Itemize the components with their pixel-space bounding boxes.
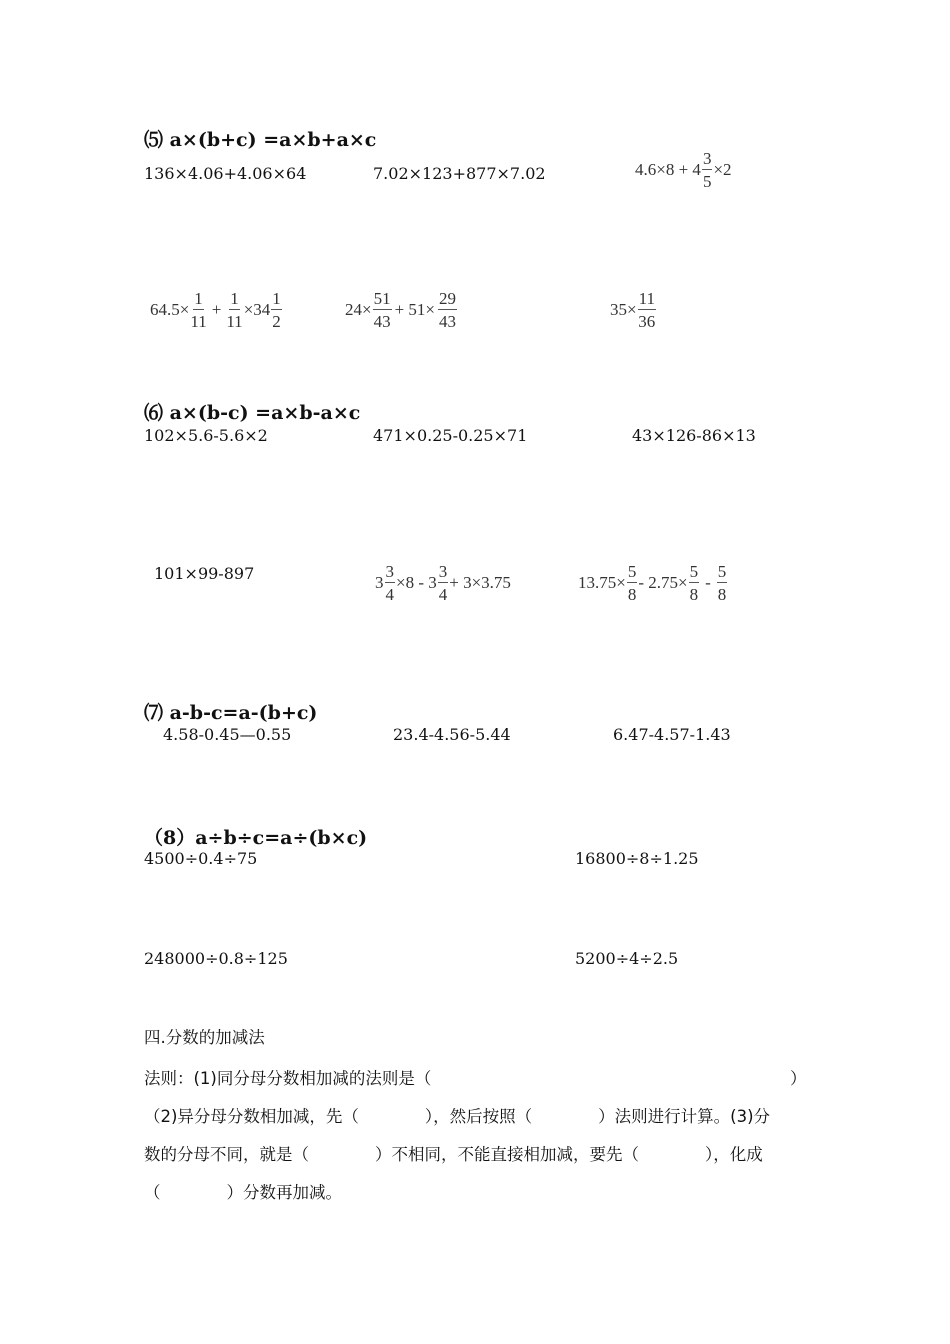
fraction [373, 290, 392, 330]
section-5-title: ⑸ a×(b+c) =a×b+a×c [144, 129, 377, 151]
section-8-title: （8）a÷b÷c=a÷(b×c) [144, 827, 368, 849]
problem-5-5 [345, 290, 458, 330]
problem-7-2: 23.4-4.56-5.44 [393, 725, 511, 744]
problem-5-3 [635, 150, 732, 190]
problem-7-3: 6.47-4.57-1.43 [613, 725, 731, 744]
denominator: 11 [226, 312, 243, 331]
fraction [385, 563, 396, 603]
fraction [638, 290, 656, 330]
expr-text: 35× [610, 300, 637, 319]
expr-text: 64.5× [150, 300, 190, 319]
numerator: 3 [702, 149, 712, 168]
denominator: 43 [373, 312, 391, 331]
expr-text: ×8 - 3 [396, 573, 437, 592]
problem-6-2: 471×0.25-0.25×71 [373, 426, 528, 445]
expr-text: ×34 [243, 300, 271, 319]
numerator: 1 [230, 289, 239, 308]
problem-8-1: 4500÷0.4÷75 [144, 849, 258, 868]
denominator: 43 [439, 312, 457, 331]
rule-line-1: 法则：(1)同分母分数相加减的法则是（ [144, 1069, 432, 1088]
numerator: 51 [373, 289, 391, 308]
numerator: 3 [385, 562, 394, 581]
denominator: 4 [438, 585, 448, 604]
problem-5-4 [150, 290, 283, 330]
expr-text: 13.75× [578, 573, 626, 592]
problem-6-3: 43×126-86×13 [632, 426, 756, 445]
numerator: 1 [272, 289, 281, 308]
numerator: 1 [194, 289, 203, 308]
problem-6-4: 101×99-897 [154, 564, 255, 583]
fraction [717, 563, 728, 603]
denominator: 36 [638, 312, 656, 331]
problem-6-6 [578, 563, 728, 603]
expr-text: + 3×3.75 [449, 573, 511, 592]
numerator: 5 [689, 562, 699, 581]
section-6-title: ⑹ a×(b-c) =a×b-a×c [144, 402, 361, 424]
problem-5-1: 136×4.06+4.06×64 [144, 164, 307, 183]
fraction [702, 150, 713, 190]
rule-line-1-end: ） [790, 1069, 807, 1088]
rule-line-2: （2)异分母分数相加减，先（ ），然后按照（ ）法则进行计算。(3)分 [144, 1107, 771, 1126]
expr-text: - [705, 573, 711, 592]
section-7-title: ⑺ a-b-c=a-(b+c) [144, 702, 318, 724]
fraction [689, 563, 700, 603]
numerator: 5 [717, 562, 727, 581]
denominator: 8 [689, 585, 699, 604]
expr-text: ×8 + 4 [656, 160, 701, 179]
section-4-heading: 四.分数的加减法 [144, 1028, 265, 1047]
problem-7-1: 4.58-0.45—0.55 [163, 725, 292, 744]
rule-line-4: （ ）分数再加减。 [144, 1183, 342, 1202]
denominator: 11 [190, 312, 207, 331]
problem-5-6 [610, 290, 657, 330]
denominator: 5 [702, 172, 712, 191]
expr-text: 24× [345, 300, 372, 319]
numerator: 11 [638, 289, 655, 308]
problem-8-2: 16800÷8÷1.25 [575, 849, 699, 868]
problem-8-3: 248000÷0.8÷125 [144, 949, 288, 968]
expr-text: + [211, 300, 222, 319]
expr-text: 4.6 [635, 160, 657, 179]
denominator: 8 [717, 585, 727, 604]
numerator: 5 [627, 562, 637, 581]
expr-text: - 2.75× [638, 573, 688, 592]
fraction [627, 563, 638, 603]
denominator: 4 [385, 585, 394, 604]
expr-text: 3 [375, 573, 384, 592]
denominator: 8 [627, 585, 637, 604]
fraction [190, 290, 206, 330]
numerator: 3 [438, 562, 448, 581]
expr-text: ×2 [713, 160, 732, 179]
fraction [271, 290, 282, 330]
problem-8-4: 5200÷4÷2.5 [575, 949, 679, 968]
rule-line-3: 数的分母不同，就是（ ）不相同，不能直接相加减，要先（ ），化成 [144, 1145, 763, 1164]
fraction [226, 290, 242, 330]
fraction [438, 563, 449, 603]
problem-6-5 [375, 563, 511, 603]
problem-5-2: 7.02×123+877×7.02 [373, 164, 546, 183]
denominator: 2 [272, 312, 281, 331]
numerator: 29 [439, 289, 457, 308]
expr-text: + 51× [394, 300, 436, 319]
fraction [438, 290, 457, 330]
problem-6-1: 102×5.6-5.6×2 [144, 426, 268, 445]
